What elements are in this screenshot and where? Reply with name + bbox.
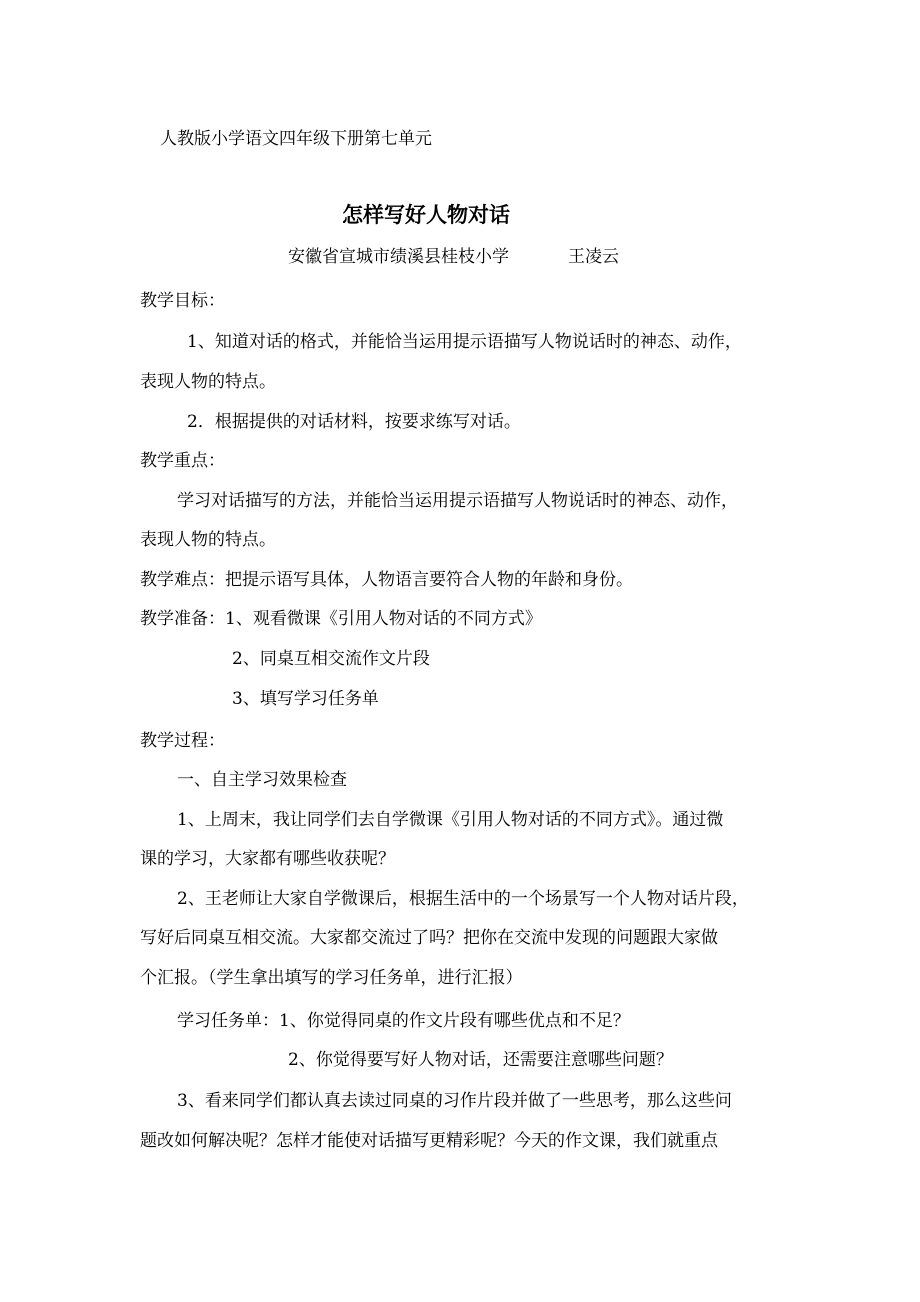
paragraph-1-line-2: 课的学习，大家都有哪些收获呢？ [140, 849, 395, 869]
paragraph-2-line-2: 写好后同桌互相交流。大家都交流过了吗？把你在交流中发现的问题跟大家做 [140, 928, 718, 948]
section-1-heading: 一、自主学习效果检查 [177, 770, 347, 790]
preparation-line-2: 2、同桌互相交流作文片段 [232, 649, 430, 669]
goal-1-line-1: 1、知道对话的格式，并能恰当运用提示语描写人物说话时的神态、动作， [187, 332, 742, 352]
process-label: 教学过程： [140, 731, 225, 751]
unit-heading: 人教版小学语文四年级下册第七单元 [160, 129, 432, 149]
paragraph-3-line-1: 3、看来同学们都认真去读过同桌的习作片段并做了一些思考，那么这些问 [177, 1091, 732, 1111]
goal-2: 2．根据提供的对话材料，按要求练写对话。 [187, 412, 521, 432]
difficulty-text: 教学难点：把提示语写具体，人物语言要符合人物的年龄和身份。 [140, 570, 633, 590]
key-points-label: 教学重点： [140, 451, 225, 471]
task-sheet-line-2: 2、你觉得要写好人物对话，还需要注意哪些问题？ [288, 1050, 673, 1070]
goal-1-line-2: 表现人物的特点。 [140, 372, 276, 392]
preparation-line-3: 3、填写学习任务单 [232, 689, 379, 709]
key-points-line-1: 学习对话描写的方法，并能恰当运用提示语描写人物说话时的神态、动作， [177, 491, 738, 511]
paragraph-1-line-1: 1、上周末，我让同学们去自学微课《引用人物对话的不同方式》。通过微 [177, 810, 724, 830]
paragraph-2-line-3: 个汇报。（学生拿出填写的学习任务单，进行汇报） [140, 968, 523, 988]
task-sheet-line-1: 学习任务单：1、你觉得同桌的作文片段有哪些优点和不足？ [177, 1011, 630, 1031]
paragraph-2-line-1: 2、王老师让大家自学微课后，根据生活中的一个场景写一个人物对话片段， [177, 889, 749, 909]
key-points-line-2: 表现人物的特点。 [140, 530, 276, 550]
paragraph-3-line-2: 题改如何解决呢？怎样才能使对话描写更精彩呢？今天的作文课，我们就重点 [140, 1131, 718, 1151]
preparation-line-1: 教学准备：1、观看微课《引用人物对话的不同方式》 [140, 609, 542, 629]
author-name: 王凌云 [568, 247, 619, 267]
author-school: 安徽省宣城市绩溪县桂枝小学 [288, 247, 509, 267]
lesson-title: 怎样写好人物对话 [342, 202, 510, 227]
goals-label: 教学目标： [140, 291, 225, 311]
